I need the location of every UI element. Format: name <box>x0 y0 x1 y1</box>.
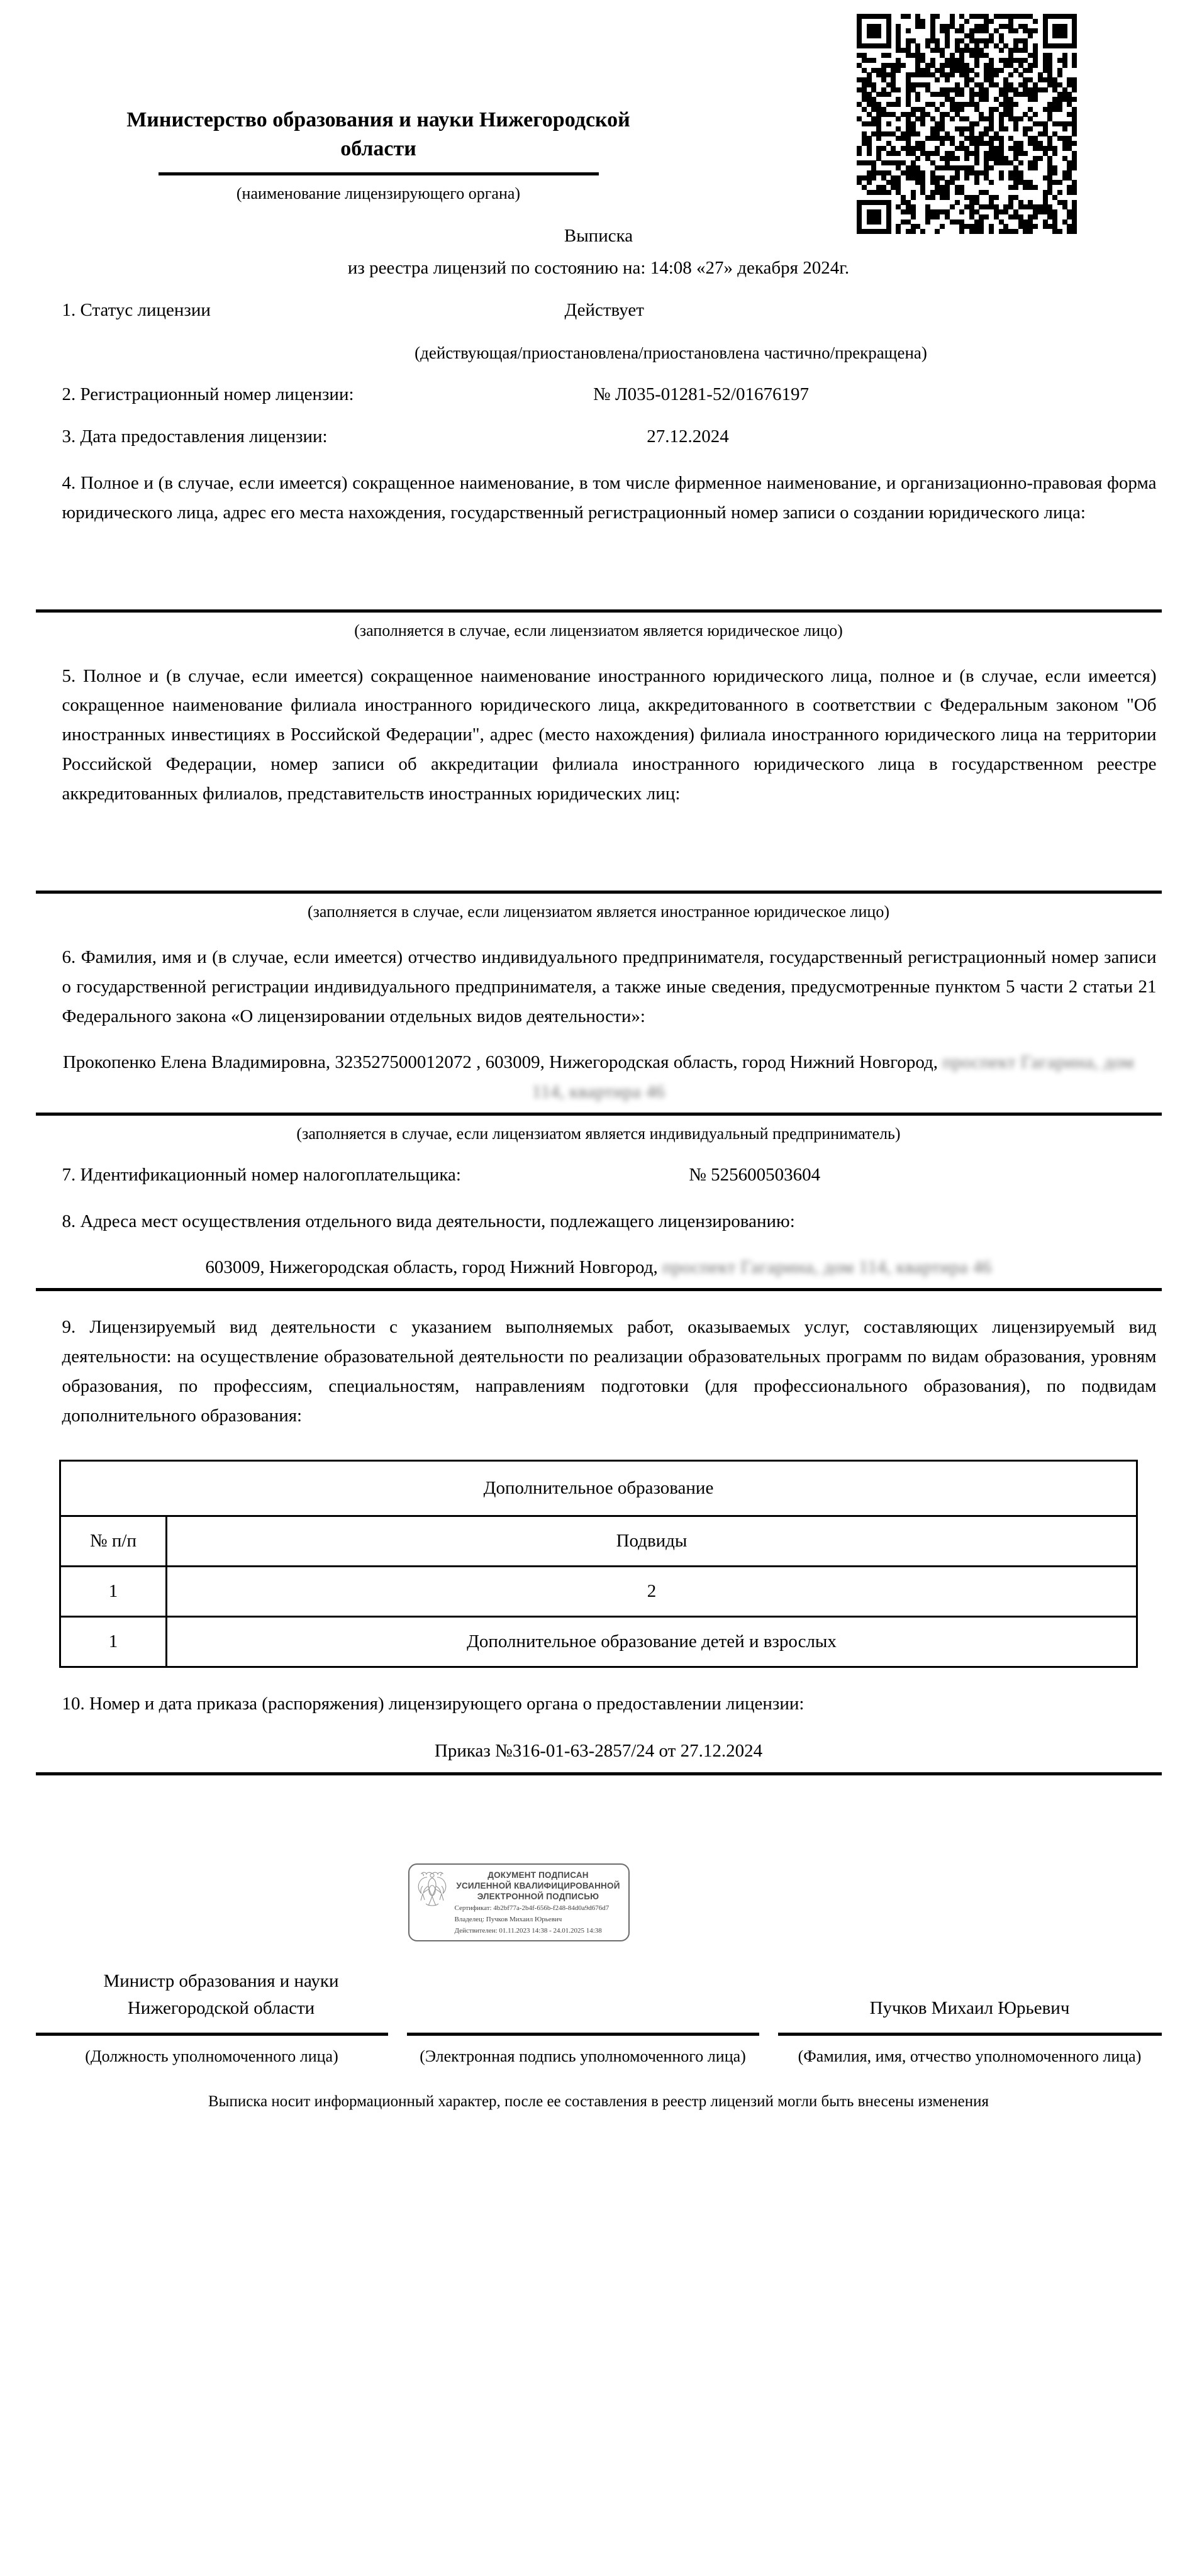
table-header-subtypes: Подвиды <box>167 1516 1137 1567</box>
item-8-value-visible: 603009, Нижегородская область, город Нижний Новгород, <box>205 1257 658 1278</box>
item-3-value: 27.12.2024 <box>647 426 729 447</box>
item-6-value-visible: Прокопенко Елена Владимировна, 323527500012072 , 603009, Нижегородская область, город Нижний Новгород, <box>62 1052 938 1073</box>
table-header-row <box>60 1516 1137 1567</box>
item-4-empty-value <box>36 528 1162 603</box>
caption-name: (Фамилия, имя, отчество уполномоченного лица) <box>798 2046 1142 2065</box>
signature-lines <box>36 2033 1162 2036</box>
table-title: Дополнительное образование <box>60 1461 1137 1516</box>
item-7-label: 7. Идентификационный номер налогоплательщика: <box>62 1165 461 1185</box>
item-1-license-status <box>36 300 1162 321</box>
document-content <box>36 0 1162 2111</box>
stamp-title-line-2: УСИЛЕННОЙ КВАЛИФИЦИРОВАННОЙ <box>456 1880 620 1890</box>
item-8-divider <box>36 1288 1162 1291</box>
table-number-col1: 1 <box>60 1567 167 1617</box>
item-3-label: 3. Дата предоставления лицензии: <box>62 426 328 447</box>
document-title: Выписка <box>564 225 633 246</box>
item-5-divider <box>36 891 1162 894</box>
qr-code-canvas <box>857 14 1077 234</box>
document-subtitle: из реестра лицензий по состоянию на: 14:08 «27» декабря 2024г. <box>347 257 850 278</box>
table-number-col2: 2 <box>167 1567 1137 1617</box>
signature-line-position <box>36 2033 388 2036</box>
stamp-text-block <box>455 1870 622 1936</box>
table-number-row <box>60 1567 1137 1617</box>
item-7-value: № 525600503604 <box>689 1165 821 1185</box>
item-8-value-redacted: проспект Гагарина, дом 114, квартира 46 <box>662 1257 992 1278</box>
russian-coat-of-arms-icon <box>415 1870 450 1910</box>
item-8-value <box>36 1253 1162 1282</box>
stamp-owner: Владелец: Пучков Михаил Юрьевич <box>454 1916 562 1924</box>
item-5-empty-value <box>36 809 1162 884</box>
item-7-taxpayer-number <box>36 1165 1162 1185</box>
item-9-text: 9. Лицензируемый вид деятельности с указанием выполняемых работ, оказываемых услуг, составляющих лицензируемый вид деятельности: на осуществление образовательной деятельности по реализации образовательных программ по видам образования, уровням образования, по профессиям, специальностям, направлениям подготовки (для профессионального образования), по подвидам дополнительного образования: <box>62 1317 1157 1426</box>
signature-captions <box>36 2045 1162 2068</box>
item-6-value <box>36 1048 1162 1106</box>
stamp-certificate: Сертификат: 4b2bf77a-2b4f-656b-f248-84d0a9d676d7 <box>454 1904 610 1913</box>
item-6-value-redacted: проспект Гагарина, дом 114, квартира 46 <box>532 1052 1135 1102</box>
table-title-row <box>60 1461 1137 1516</box>
signature-stamp-area <box>36 1863 1162 1964</box>
signature-line-signature <box>407 2033 759 2036</box>
item-1-label: 1. Статус лицензии <box>62 299 211 320</box>
subtypes-table <box>59 1460 1138 1668</box>
licensing-authority-title: Министерство образования и науки Нижегородской области <box>126 108 630 160</box>
item-4-caption: (заполняется в случае, если лицензиатом является юридическое лицо) <box>354 621 843 640</box>
table-row <box>60 1617 1137 1667</box>
licensing-authority-caption: (наименование лицензирующего органа) <box>236 184 521 203</box>
signatory-name: Пучков Михаил Юрьевич <box>869 1998 1070 2019</box>
table-row-num: 1 <box>60 1617 167 1667</box>
caption-signature: (Электронная подпись уполномоченного лица) <box>420 2046 746 2065</box>
item-10-label: 10. Номер и дата приказа (распоряжения) лицензирующего органа о предоставлении лицензии: <box>62 1694 804 1714</box>
item-3-issue-date <box>36 426 1162 447</box>
item-6-caption: (заполняется в случае, если лицензиатом является индивидуальный предприниматель) <box>296 1124 901 1143</box>
item-6-divider <box>36 1113 1162 1116</box>
electronic-signature-stamp <box>408 1863 630 1942</box>
table-header-num: № п/п <box>60 1516 167 1567</box>
stamp-title-line-1: ДОКУМЕНТ ПОДПИСАН <box>487 1870 589 1880</box>
item-5-caption: (заполняется в случае, если лицензиатом является иностранное юридическое лицо) <box>308 902 889 921</box>
item-8-label: 8. Адреса мест осуществления отдельного вида деятельности, подлежащего лицензированию: <box>62 1211 795 1232</box>
item-1-value: Действует <box>564 299 644 320</box>
qr-code <box>857 14 1077 234</box>
item-1-note: (действующая/приостановлена/приостановлена частично/прекращена) <box>415 343 927 362</box>
signature-row <box>36 1968 1162 2023</box>
item-10-divider <box>36 1772 1162 1775</box>
item-10-value: Приказ №316-01-63-2857/24 от 27.12.2024 <box>434 1741 763 1762</box>
signatory-position: Министр образования и науки Нижегородской области <box>103 1970 339 2019</box>
item-5-text: 5. Полное и (в случае, если имеется) сокращенное наименование иностранного юридического лица, полное и (в случае, если имеется) сокращенное наименование филиала иностранного юридического лица, аккредитованного в соответствии с Федеральным законом "Об иностранных инвестициях в Российской Федерации", адрес (место нахождения) филиала иностранного юридического лица на территории Российской Федерации, номер записи об аккредитации филиала иностранного юридического лица в государственном реестре аккредитованных филиалов, представительств иностранных юридических лиц: <box>62 665 1157 804</box>
item-2-registration-number <box>36 384 1162 405</box>
stamp-validity: Действителен: 01.11.2023 14:38 - 24.01.2025 14:38 <box>454 1926 602 1935</box>
item-2-label: 2. Регистрационный номер лицензии: <box>62 384 354 404</box>
signature-line-name <box>778 2033 1162 2036</box>
item-4-divider <box>36 609 1162 613</box>
item-2-value: № Л035-01281-52/01676197 <box>593 384 809 404</box>
stamp-title-line-3: ЭЛЕКТРОННОЙ ПОДПИСЬЮ <box>477 1892 599 1902</box>
item-4-text: 4. Полное и (в случае, если имеется) сокращенное наименование, в том числе фирменное наименование, и организационно-правовая форма юридического лица, адрес его места нахождения, государственный регистрационный номер записи о создании юридического лица: <box>62 472 1157 523</box>
item-6-text: 6. Фамилия, имя и (в случае, если имеется) отчество индивидуального предпринимателя, государственный регистрационный номер записи о государственной регистрации индивидуального предпринимателя, а также иные сведения, предусмотренные пунктом 5 части 2 статьи 21 Федерального закона «О лицензировании отдельных видов деятельности»: <box>62 947 1157 1027</box>
caption-position: (Должность уполномоченного лица) <box>85 2046 338 2065</box>
table-row-subtype: Дополнительное образование детей и взрослых <box>167 1617 1137 1667</box>
header-divider <box>159 172 599 175</box>
disclaimer-text: Выписка носит информационный характер, после ее составления в реестр лицензий могли быть внесены изменения <box>208 2093 989 2111</box>
